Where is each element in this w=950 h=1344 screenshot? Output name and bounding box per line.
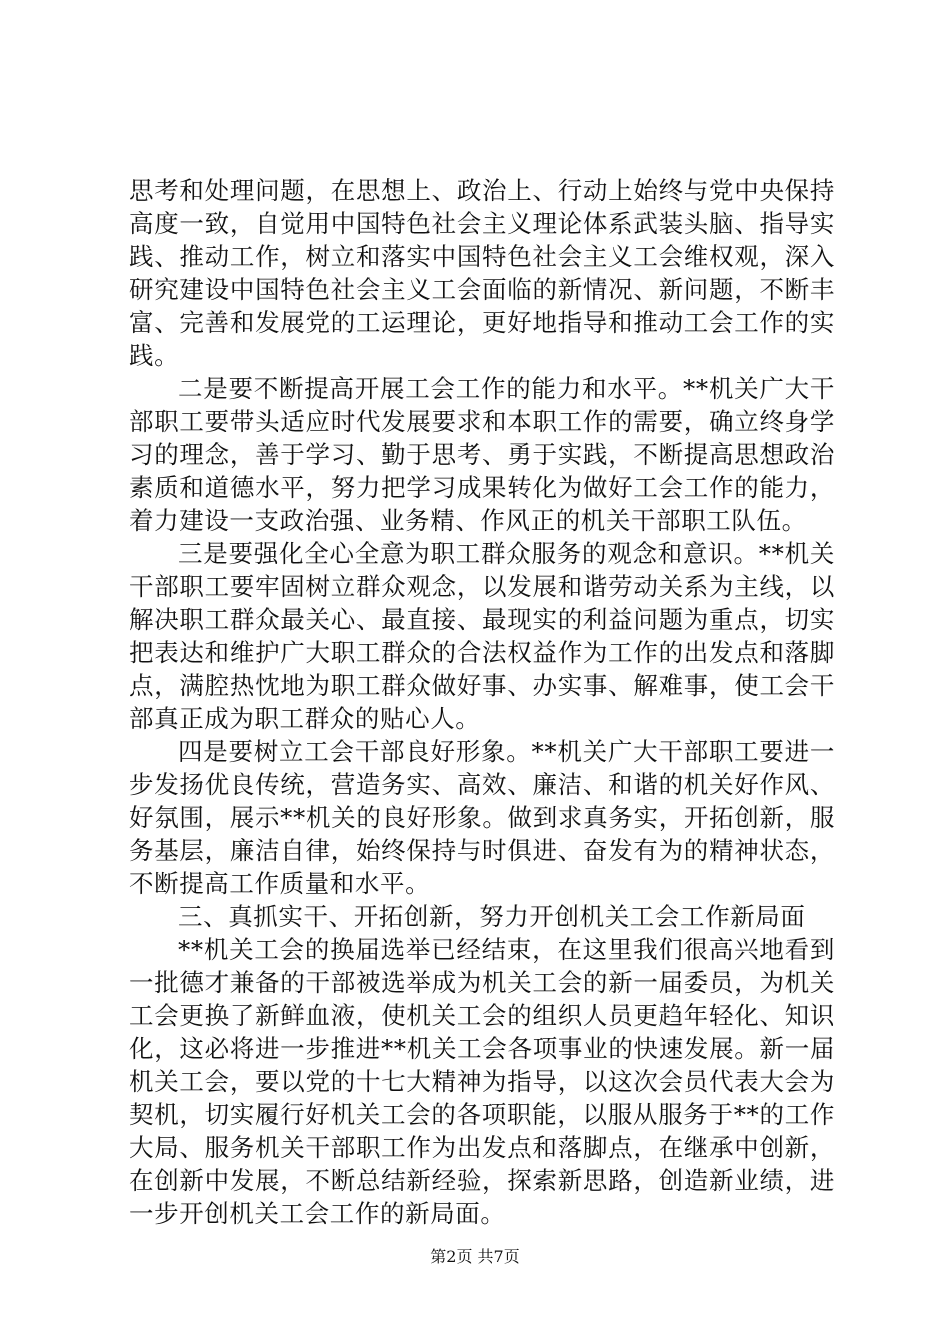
paragraph-new-committee: **机关工会的换届选举已经结束，在这里我们很高兴地看到一批德才兼备的干部被选举成为机关工会的新一届委员，为机关工会更换了新鲜血液，使机关工会的组织人员更趋年轻化、知识化，这必将进一步推进**机关工会各项事业的快速发展。新一届机关工会，要以党的十七大精神为指导，以这次会员代表大会为契机，切实履行好机关工会的各项职能，以服从服务于**的工作大局、服务机关干部职工作为出发点和落脚点，在继承中创新，在创新中发展，不断总结新经验，探索新思路，创造新业绩，进一步开创机关工会工作的新局面。 xyxy=(129,935,835,1228)
document-body xyxy=(129,174,835,1230)
paragraph-continuation: 思考和处理问题，在思想上、政治上、行动上始终与党中央保持高度一致，自觉用中国特色社会主义理论体系武装头脑、指导实践、推动工作，树立和落实中国特色社会主义工会维权观，深入研究建设中国特色社会主义工会面临的新情况、新问题，不断丰富、完善和发展党的工运理论，更好地指导和推动工会工作的实践。 xyxy=(129,176,835,370)
page-footer xyxy=(0,1246,950,1268)
paragraph-point-three: 三是要强化全心全意为职工群众服务的观念和意识。**机关干部职工要牢固树立群众观念，以发展和谐劳动关系为主线，以解决职工群众最关心、最直接、最现实的利益问题为重点，切实把表达和维护广大职工群众的合法权益作为工作的出发点和落脚点，满腔热忱地为职工群众做好事、办实事、解难事，使工会干部真正成为职工群众的贴心人。 xyxy=(129,539,835,733)
paragraph-point-two: 二是要不断提高开展工会工作的能力和水平。**机关广大干部职工要带头适应时代发展要求和本职工作的需要，确立终身学习的理念，善于学习、勤于思考、勇于实践，不断提高思想政治素质和道德水平，努力把学习成果转化为做好工会工作的能力，着力建设一支政治强、业务精、作风正的机关干部职工队伍。 xyxy=(129,374,835,535)
page-number-label: 第2页 共7页 xyxy=(430,1247,520,1266)
section-heading: 三、真抓实干、开拓创新，努力开创机关工会工作新局面 xyxy=(178,902,806,931)
paragraph-point-four: 四是要树立工会干部良好形象。**机关广大干部职工要进一步发扬优良传统，营造务实、高效、廉洁、和谐的机关好作风、好氛围，展示**机关的良好形象。做到求真务实，开拓创新，服务基层，廉洁自律，始终保持与时俱进、奋发有为的精神状态，不断提高工作质量和水平。 xyxy=(129,737,835,898)
